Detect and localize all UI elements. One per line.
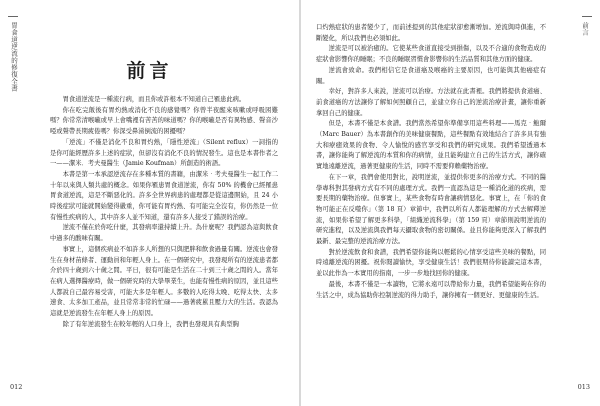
chapter-title: 前言 [126,60,173,82]
paragraph: 口灼熱症狀的患者變少了，而前述提到的其他症狀卻愈漸增加。逆流與時俱進，不斷變化，所以我們也必須如此。 [316,24,546,42]
right-page [301,0,600,406]
paragraph: 逆流是可以被治癒的。它使某些食道直接受到損傷，以及不合適的食物造成的症狀會影響你的睡眠；不良的睡眠習慣會影響你的生活品質和其他方面的健康。 [316,45,546,64]
left-body-text [50,95,278,330]
left-page [0,0,299,406]
paragraph: 對於逆流飲食和食譜，我們希望你能夠以輕鬆的心情享受這些美味的餐點，同時遠離逆流的困擾。祝你閱讀愉快，享受健康生活！我們很期待你能讀完這本書，並以此作為一本實用的指南，一步一步地找回你的健康。 [316,248,546,278]
paragraph: 但是，本書不僅是本食譜。我們當然希望你準備享用這些料理——馬克‧鮑爾（Marc Bauer）為本書創作的美味健康餐點，這些餐點有效地結合了許多具有強大和療癒效果的食物、令人愉悅的感官享受和我們的研究成果。我們希望透過本書，讓你能夠了解逆流的本質和你的病情，並且能夠建立自己的生活方式，讓你確實地遠離逆流，過著更健康的生活，同時不需要仰賴藥物治療。 [316,120,546,171]
page-number-right: 013 [577,383,590,391]
paragraph: 胃食道逆流是一種流行病，而且你或許根本不知道自己罹患此病。 [62,96,246,103]
running-head-rule [582,16,592,17]
paragraph: 最後，本書不僅是一本讀物，它將永遠可以帶給你力量，我們希望能夠在你的生活之中，成為協助你控制逆流的得力助手，讓你擁有一個更好、更健康的生活。 [316,280,546,299]
page-number-left: 012 [10,383,23,391]
running-head-left: 胃食道逆流的修復全書 [10,22,18,92]
paragraph: 逆流不僅在於你吃什麼，其發病率還持續上升。為什麼呢？我們認為這與飲食中過多的酸味有關。 [50,224,278,243]
paragraph: 幸好，對許多人來說，逆流可以治療。方法就在此書裡。我們將提供食道癌、前食道癌的方法讓你了解如何照顧自己，並建立你自己的逆流治療計畫，讓你重新拿回自己的健康。 [316,88,546,117]
paragraph: 「逆流」不僅是消化不良和胃灼熱，「隱性逆流」（Silent reflux）一詞指的是你可能經歷許多上述的症狀，但卻沒有消化不良的情況發生。這也是本書作者之一——潔米．考夫曼醫生（Jamie Koufman）所創造的術語。 [50,138,278,168]
running-head-right: 前言 [581,22,589,36]
right-body-text [316,23,546,301]
paragraph: 除了有年逆流發生在較年輕的人口身上，我們也發現具有典型胸 [62,320,239,328]
paragraph: 事實上，這個疾病並不如許多人所想的只與肥胖和飲食過量有關。逆流也會發生在身材苗條者、運動員和年輕人身上。在一個研究中，我發現所有的逆流患者都介於四十歲到六十歲之間。平日，很有可能是生活在二十到三十歲之間的人。當年在病人選擇醫療時，做一個研究時的大學畢業生，也能有慢性病的原因，並且這些人都說自己最容易受害，可能大多是年輕人。多數的人吃得太晚、吃得太快、太多速食、太多加工產品，並且常常非常的忙碌——過著疲累且壓力大的生活。我認為這就是逆流發生在年輕人身上的原因。 [50,245,278,318]
paragraph: 你在吃完飯後有胃灼熱或消化不良的感覺嗎？你曾半夜醒來咳嗽或呼吸困難嗎？你常常清喉嚨或早上會嘴裡有苦苦的味道嗎？你的喉嚨是否有異物感、聲音沙啞或聲帶長期疲倦嗎？你深受鼻涕倒流的困擾嗎？ [50,106,278,136]
paragraph: 在下一章，我們會使用對比，說明逆流，並提供你更多的治療方式。不同的醫學專科對其發病方式有不同的處理方式。我們一直認為這是一種消化道的疾病，需要長期的藥物治療。但事實上，某些食物有時會讓病情惡化。事實上，在「你的食物可能正在反噬你」（第 18 頁）章節中，我們以所有人都能理解的方式去解釋逆流，如果你希望了解更多科學，「組織逆流科學」（第 159 頁）章節則說明逆流的研究進程，以及逆流與我們每天攝取食物的密切關係。並且你能夠更深入了解我們最新、最完整的逆流治療方法。 [316,173,546,246]
running-head-rule [8,16,18,17]
paragraph: 本書是第一本承認逆流存在多種本質的書籍，由潔米‧考夫曼醫生一起工作二十年以來與人類共處的概念。如果你罹患胃食道逆流，你有 50% 的機會已經罹患胃食道逆流，這是不斷惡化的。許多全世界病患的處理都是從這邊開始，且 24 小時後症狀可能就開始變得嚴重，你可能有胃灼熱、有可能完全沒有，你仍然是一位有慢性疾病的人，其中許多人並不知道，還有許多人接受了錯誤的治療。 [50,170,278,221]
paragraph: 逆流會致命。我們相信它是食道癌及喉癌的主要原因，也可能與其他癌症有關。 [316,66,546,85]
